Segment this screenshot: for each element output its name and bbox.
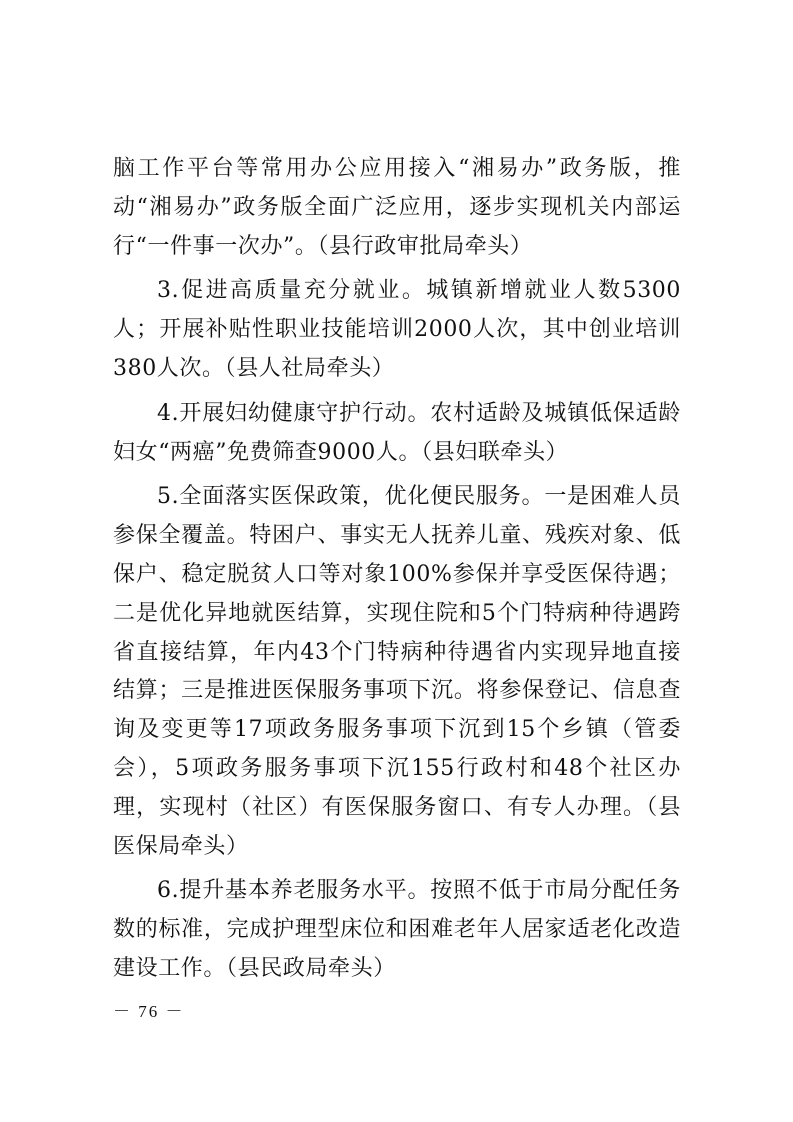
document-body (113, 150, 681, 989)
paragraph-item-6-elderly-care: 6.提升基本养老服务水平。按照不低于市局分配任务数的标准，完成护理型床位和困难老年人居家适老化改造建设工作。（县民政局牵头） (113, 878, 681, 981)
paragraph-item-4-maternal-health: 4.开展妇幼健康守护行动。农村适龄及城镇低保适龄妇女“两癌”免费筛查9000人。（县妇联牵头） (113, 400, 681, 465)
paragraph-continuation: 脑工作平台等常用办公应用接入“湘易办”政务版，推动“湘易办”政务版全面广泛应用，逐步实现机关内部运行“一件事一次办”。（县行政审批局牵头） (113, 156, 681, 259)
paragraph-item-3-employment: 3.促进高质量充分就业。城镇新增就业人数5300人；开展补贴性职业技能培训2000人次，其中创业培训380人次。（县人社局牵头） (113, 278, 681, 381)
paragraph-item-5-medical-insurance: 5.全面落实医保政策，优化便民服务。一是困难人员参保全覆盖。特困户、事实无人抚养儿童、残疾对象、低保户、稳定脱贫人口等对象100%参保并享受医保待遇；二是优化异地就医结算，实现住院和5个门特病种待遇跨省直接结算，年内43个门特病种待遇省内实现异地直接结算；三是推进医保服务事项下沉。将参保登记、信息查询及变更等17项政务服务事项下沉到15个乡镇（管委会），5项政务服务事项下沉155行政村和48个社区办理，实现村（社区）有医保服务窗口、有专人办理。（县医保局牵头） (113, 484, 681, 859)
page-number: － 76 － (113, 1002, 185, 1021)
